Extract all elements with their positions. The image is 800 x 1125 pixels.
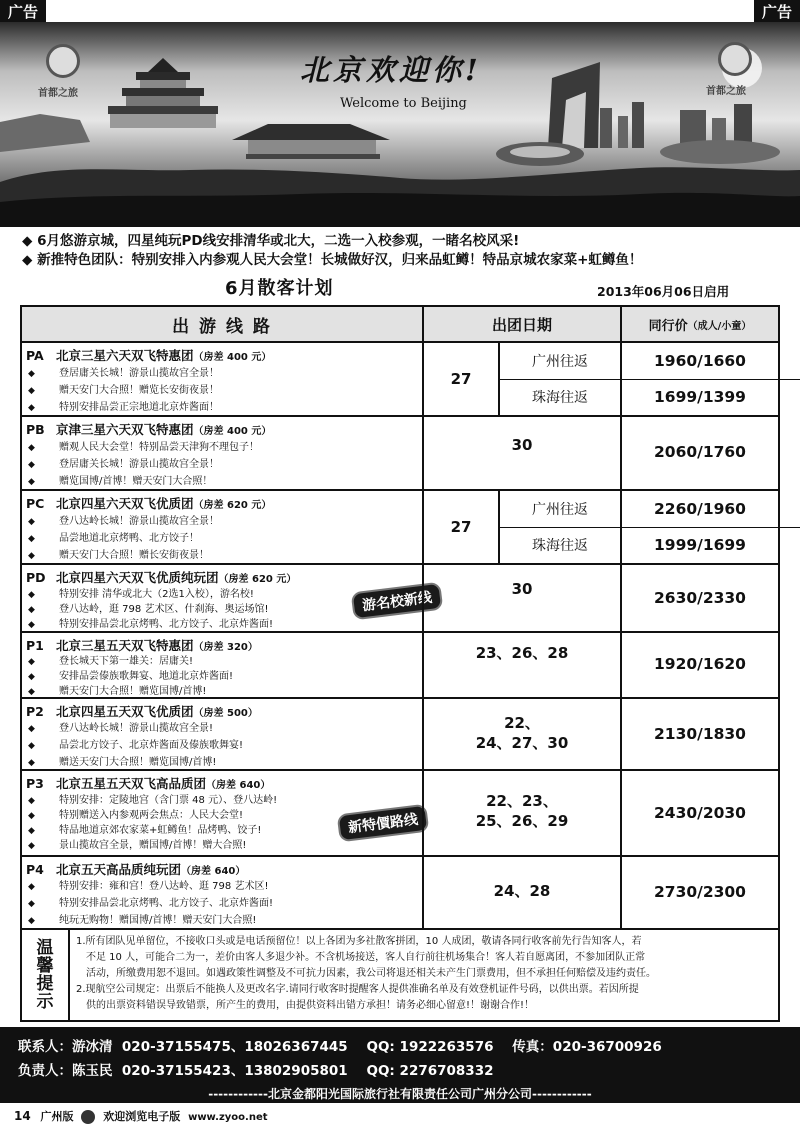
contact-row <box>18 1035 662 1055</box>
route-row-p1: P1 北京三星五天双飞特惠团（房差 320） ◆ 登长城天下第一雄关：居庸关! ◆ 安排品尝傣族歌舞宴、地道北京炸酱面! ◆ 赠天安门大合照！赠览国博/首博! 23、26、28 1920/1620 <box>22 633 778 699</box>
route-highlight: 赠天安门大合照！赠长安街夜景！ <box>59 550 209 561</box>
route-highlight: 登长城天下第一雄关：居庸关! <box>59 656 194 667</box>
route-highlight: 赠观人民大会堂！特别品尝天津狗不理包子！ <box>59 442 259 453</box>
route-code: PA <box>26 348 44 363</box>
route-highlight: 纯玩无购物！赠国博/首博！赠天安门大合照! <box>59 915 257 926</box>
notes-side-char: 温 <box>36 938 54 958</box>
new-route-stamp: 游名校新线 <box>351 582 444 621</box>
route-highlight: 赠送天安门大合照！赠览国博/首博! <box>59 757 217 768</box>
route-room-diff: （房差 620 元） <box>193 500 272 511</box>
plan-effective-date: 2013年06月06日启用 <box>597 284 730 299</box>
contact-bar <box>0 1027 800 1085</box>
header-price-label: 同行价 <box>648 318 688 334</box>
route-highlight: 登居庸关长城！游景山揽故宫全景！ <box>59 368 219 379</box>
route-row-p2: P2 北京四星五天双飞优质团（房差 500） ◆ 登八达岭长城！游景山揽故宫全景! ◆ 品尝北方饺子、北京炸酱面及傣族歌舞宴! ◆ 赠送天安门大合照！赠览国博/首博! 22、 24、27、30 2130/1830 <box>22 699 778 771</box>
qq-label: QQ: <box>366 1039 395 1055</box>
route-room-diff: （房差 400 元） <box>193 352 272 363</box>
route-room-diff: （房差 320） <box>193 642 258 653</box>
route-room-diff: （房差 400 元） <box>193 426 272 437</box>
plan-title: 6月散客计划 <box>225 278 334 299</box>
new-special-route-stamp: 新特價路线 <box>337 804 430 843</box>
route-row-p4: P4 北京五天高品质纯玩团（房差 640） ◆ 特别安排：雍和宫！登八达岭、逛 798 艺术区! ◆ 特别安排品尝北京烤鸭、北方饺子、北京炸酱面! ◆ 纯玩无购物！赠国博/首博！赠天安门大合照! 24、28 2730/2300 <box>22 857 778 930</box>
departure-date: 27 <box>424 491 500 563</box>
header-price-note: （成人/小童） <box>687 320 752 332</box>
price: 2430/2030 <box>654 804 746 822</box>
banner-subtitle: Welcome to Beijing <box>340 96 467 111</box>
logo-text-left: 首都之旅 <box>38 88 78 99</box>
note-line: 2.现航空公司规定：出票后不能换人及更改名字.请同行收客时提醒客人提供准确名单及有效登机证件号码，以供出票。若因所提 <box>76 984 639 995</box>
route-name: 北京四星六天双飞优质团 <box>56 496 194 511</box>
route-highlight: 特别安排品尝北京烤鸭、北方饺子、北京炸酱面! <box>59 619 274 630</box>
note-line: 供的出票资料错误导致错票，所产生的费用，由提供资料出错方承担！请务必细心留意!！谢谢合作!！ <box>86 1000 535 1011</box>
header-date: 出团日期 <box>422 307 622 341</box>
price-zhuhai: 1699/1399 <box>654 388 746 406</box>
route-room-diff: （房差 640） <box>206 780 271 791</box>
route-code: P4 <box>26 862 44 877</box>
notes-side-char: 馨 <box>36 956 54 976</box>
price: 2130/1830 <box>654 725 746 743</box>
route-row-pd: PD 北京四星六天双飞优质纯玩团（房差 620 元） ◆ 特别安排 清华或北大（2选1入校），游名校! ◆ 登八达岭，逛 798 艺术区、什刹海、奥运场馆! ◆ 特别安排品尝北京烤鸭、北方饺子、北京炸酱面! 游名校新线 30 2630/2330 <box>22 565 778 633</box>
departure-date: 27 <box>424 343 500 415</box>
route-highlight: 登八达岭，逛 798 艺术区、什刹海、奥运场馆! <box>59 604 269 615</box>
origin-zhuhai: 珠海往返 <box>532 390 588 406</box>
price: 1920/1620 <box>654 655 746 673</box>
price-guangzhou: 2260/1960 <box>654 500 746 518</box>
route-highlight: 景山揽故宫全景，赠国博/首博！赠大合照! <box>59 840 247 851</box>
magazine-logo-icon <box>81 1110 95 1124</box>
route-name: 京津三星六天双飞特惠团 <box>56 422 194 437</box>
route-highlight: 登居庸关长城！游景山揽故宫全景！ <box>59 459 219 470</box>
route-name: 北京三星五天双飞特惠团 <box>56 638 194 653</box>
route-name: 北京四星六天双飞优质纯玩团 <box>56 570 219 585</box>
banner-title: 北京欢迎你! <box>300 53 482 87</box>
promo-line-1: ◆ 6月悠游京城，四星纯玩PD线安排清华或北大，二选一入校参观，一睹名校风采! <box>22 233 520 249</box>
manager-label: 负责人： <box>18 1063 72 1079</box>
logo-text-right: 首都之旅 <box>706 86 746 97</box>
route-highlight: 赠天安门大合照！赠览国博/首博! <box>59 686 207 697</box>
route-row-p3: P3 北京五星五天双飞高品质团（房差 640） ◆ 特别安排：定陵地宫（含门票 48 元）、登八达岭! ◆ 特别赠送入内参观两会焦点：人民大会堂! ◆ 特品地道京郊农家菜+虹鳟鱼！品烤鸭、饺子! ◆ 景山揽故宫全景，赠国博/首博！赠大合照! 新特價路线 22、23、 25、26、29 2430/2030 <box>22 771 778 857</box>
route-highlight: 赠览国博/首博！赠天安门大合照！ <box>59 476 213 487</box>
route-room-diff: （房差 640） <box>181 866 246 877</box>
header-price <box>622 307 778 341</box>
contact-phones: 020-37155475、18026367445 <box>121 1039 348 1055</box>
page-number: 14 <box>14 1109 31 1123</box>
route-code: PB <box>26 422 45 437</box>
manager-qq: 2276708332 <box>399 1063 494 1079</box>
ad-label-right: 广告 <box>754 0 800 24</box>
route-code: P3 <box>26 776 44 791</box>
page-footer <box>14 1108 268 1124</box>
departure-dates: 24、28 <box>493 882 551 900</box>
note-line: 活动，所缴费用恕不退回。如遇政策性调整及不可抗力因素，我公司将退还相关未产生门票费用，但不承担任何赔偿及违约责任。 <box>86 968 656 979</box>
route-highlight: 特别安排 清华或北大（2选1入校），游名校! <box>59 589 254 600</box>
route-highlight: 特别安排品尝北京烤鸭、北方饺子、北京炸酱面! <box>59 898 274 909</box>
departure-date: 30 <box>511 580 533 598</box>
route-code: PD <box>26 570 46 585</box>
note-line: 不足 10 人，可能合二为一，差价由客人多退少补。不含机场接送，客人自行前往机场集合！客人若自愿离团，不参加团队正常 <box>86 952 646 963</box>
origin-zhuhai: 珠海往返 <box>532 538 588 554</box>
origin-guangzhou: 广州往返 <box>532 502 588 518</box>
route-name: 北京三星六天双飞特惠团 <box>56 348 194 363</box>
route-room-diff: （房差 620 元） <box>218 574 297 585</box>
route-room-diff: （房差 500） <box>193 708 258 719</box>
price: 2630/2330 <box>654 589 746 607</box>
route-highlight: 特别安排：雍和宫！登八达岭、逛 798 艺术区! <box>59 881 269 892</box>
route-name: 北京五天高品质纯玩团 <box>56 862 182 877</box>
manager-row <box>18 1059 493 1079</box>
route-highlight: 特别安排品尝正宗地道北京炸酱面！ <box>59 402 219 413</box>
welcome-banner <box>0 22 800 227</box>
fax-label: 传真： <box>512 1039 553 1055</box>
contact-qq: 1922263576 <box>399 1039 494 1055</box>
tour-schedule-table <box>20 305 780 1022</box>
price-zhuhai: 1999/1699 <box>654 536 746 554</box>
route-highlight: 品尝地道北京烤鸭、北方饺子！ <box>59 533 199 544</box>
route-row-pb: PB 京津三星六天双飞特惠团（房差 400 元） ◆ 赠观人民大会堂！特别品尝天津狗不理包子！ ◆ 登居庸关长城！游景山揽故宫全景！ ◆ 赠览国博/首博！赠天安门大合照！ 30 2060/1760 <box>22 417 778 491</box>
route-row-pc: PC 北京四星六天双飞优质团（房差 620 元） ◆ 登八达岭长城！游景山揽故宫全景！ ◆ 品尝地道北京烤鸭、北方饺子！ ◆ 赠天安门大合照！赠长安街夜景！ 27 广州往返 珠海往返 2260/1960 1999/1699 <box>22 491 778 565</box>
notes-text <box>76 934 776 1014</box>
departure-dates-line1: 22、 <box>504 714 540 732</box>
qq-label: QQ: <box>366 1063 395 1079</box>
route-highlight: 特别赠送入内参观两会焦点：人民大会堂! <box>59 810 244 821</box>
note-line: 1.所有团队见单留位，不接收口头或是电话预留位！以上各团为多社散客拼团，10 人成团，敬请各同行收客前先行告知客人，若 <box>76 936 642 947</box>
route-highlight: 品尝北方饺子、北京炸酱面及傣族歌舞宴! <box>59 740 244 751</box>
website-link[interactable]: www.zyoo.net <box>188 1112 268 1123</box>
table-header <box>22 307 778 343</box>
notes-section <box>22 930 778 1020</box>
price: 2730/2300 <box>654 883 746 901</box>
departure-dates: 23、26、28 <box>475 644 569 662</box>
company-logo-left <box>46 44 80 78</box>
notes-side-char: 提 <box>36 974 54 994</box>
contact-name: 游冰清 <box>72 1039 113 1055</box>
footer-tagline: 欢迎浏览电子版 <box>103 1110 181 1123</box>
departure-date: 30 <box>511 436 533 454</box>
promo-line-2: ◆ 新推特色团队：特别安排入内参观人民大会堂！长城做好汉，归来品虹鳟！特品京城农家菜+虹鳟鱼！ <box>22 252 643 268</box>
departure-dates-line1: 22、23、 <box>486 792 558 810</box>
manager-phones: 020-37155423、13802905801 <box>121 1063 348 1079</box>
origin-guangzhou: 广州往返 <box>532 354 588 370</box>
departure-dates-line2: 25、26、29 <box>475 812 569 830</box>
header-route: 出 游 线 路 <box>172 316 272 337</box>
contact-label: 联系人： <box>18 1039 72 1055</box>
price: 2060/1760 <box>654 443 746 461</box>
edition-label: 广州版 <box>40 1110 74 1123</box>
route-highlight: 赠天安门大合照！赠览长安街夜景！ <box>59 385 219 396</box>
route-name: 北京四星五天双飞优质团 <box>56 704 194 719</box>
route-row-pa: PA 北京三星六天双飞特惠团（房差 400 元） ◆ 登居庸关长城！游景山揽故宫全景！ ◆ 赠天安门大合照！赠览长安街夜景！ ◆ 特别安排品尝正宗地道北京炸酱面！ 27 广州往返 珠海往返 1960/1660 1699/1399 <box>22 343 778 417</box>
notes-side-label <box>22 930 70 1020</box>
route-highlight: 特别安排：定陵地宫（含门票 48 元）、登八达岭! <box>59 795 278 806</box>
route-highlight: 特品地道京郊农家菜+虹鳟鱼！品烤鸭、饺子! <box>59 825 262 836</box>
price-guangzhou: 1960/1660 <box>654 352 746 370</box>
company-name: ------------北京金都阳光国际旅行社有限责任公司广州分公司------------ <box>0 1085 800 1103</box>
departure-dates-line2: 24、27、30 <box>475 734 569 752</box>
route-highlight: 登八达岭长城！游景山揽故宫全景！ <box>59 516 219 527</box>
route-highlight: 登八达岭长城！游景山揽故宫全景! <box>59 723 214 734</box>
notes-side-char: 示 <box>36 992 54 1012</box>
route-code: P2 <box>26 704 44 719</box>
ad-label-left: 广告 <box>0 0 46 24</box>
contact-fax: 020-36700926 <box>552 1039 662 1055</box>
company-logo-right <box>718 42 752 76</box>
manager-name: 陈玉民 <box>72 1063 113 1079</box>
route-name: 北京五星五天双飞高品质团 <box>56 776 207 791</box>
route-highlight: 安排品尝傣族歌舞宴、地道北京炸酱面! <box>59 671 234 682</box>
route-code: PC <box>26 496 45 511</box>
route-code: P1 <box>26 638 44 653</box>
